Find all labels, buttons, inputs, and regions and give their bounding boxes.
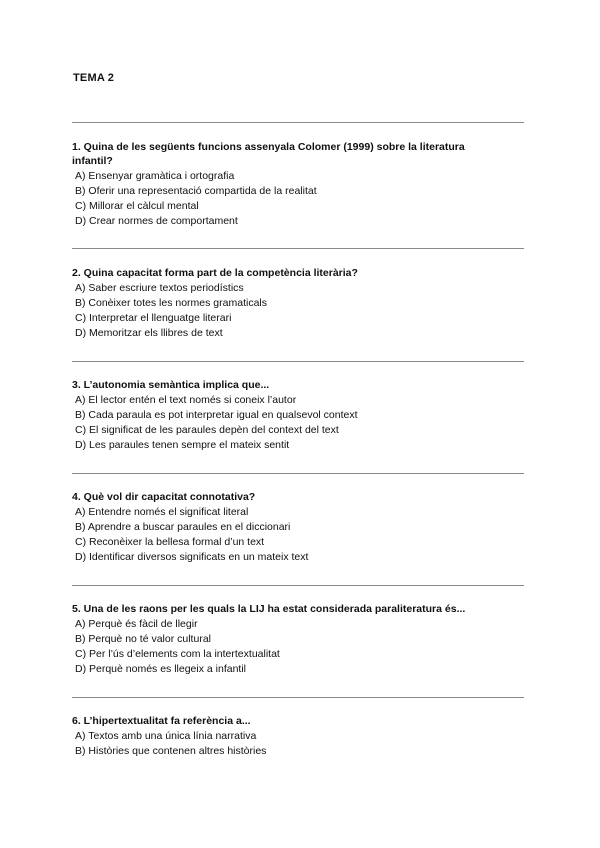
divider: [72, 122, 524, 123]
options-list: [72, 281, 524, 341]
question-text: 4. Què vol dir capacitat connotativa?: [72, 491, 256, 503]
question-5: [72, 602, 524, 677]
option-d: D) Crear normes de comportament: [75, 215, 238, 227]
option-c: C) Interpretar el llenguatge literari: [75, 312, 232, 324]
divider: [72, 697, 524, 698]
option-b: B) Conèixer totes les normes gramaticals: [75, 297, 267, 309]
question-text: 3. L’autonomia semàntica implica que...: [72, 379, 270, 391]
document-title: TEMA 2: [73, 72, 115, 84]
option-c: C) Millorar el càlcul mental: [75, 200, 199, 212]
options-list: [72, 729, 524, 759]
option-c: C) Reconèixer la bellesa formal d’un text: [75, 536, 265, 548]
option-b: B) Oferir una representació compartida de la realitat: [75, 185, 317, 197]
option-d: D) Memoritzar els llibres de text: [75, 327, 223, 339]
divider: [72, 248, 524, 249]
divider: [72, 585, 524, 586]
option-b: B) Aprendre a buscar paraules en el diccionari: [75, 521, 291, 533]
option-a: A) Textos amb una única línia narrativa: [75, 730, 257, 742]
option-a: A) Saber escriure textos periodístics: [75, 282, 244, 294]
option-a: A) Perquè és fàcil de llegir: [75, 618, 198, 630]
option-d: D) Identificar diversos significats en un mateix text: [75, 551, 309, 563]
option-d: D) Les paraules tenen sempre el mateix sentit: [75, 439, 290, 451]
option-c: C) El significat de les paraules depèn del context del text: [75, 424, 339, 436]
options-list: [72, 505, 524, 565]
option-a: A) Entendre només el significat literal: [75, 506, 249, 518]
question-text: 5. Una de les raons per les quals la LIJ ha estat considerada paraliteratura és...: [72, 603, 466, 615]
question-4: [72, 490, 524, 565]
option-b: B) Perquè no té valor cultural: [75, 633, 211, 645]
divider: [72, 473, 524, 474]
question-text: 1. Quina de les següents funcions assenyala Colomer (1999) sobre la literatura infantil?: [72, 141, 465, 167]
options-list: [72, 393, 524, 453]
question-1: [72, 140, 524, 229]
question-text: 6. L’hipertextualitat fa referència a...: [72, 715, 251, 727]
option-a: A) Ensenyar gramàtica i ortografia: [75, 170, 235, 182]
question-2: [72, 266, 524, 341]
question-6: [72, 714, 524, 759]
option-d: D) Perquè només es llegeix a infantil: [75, 663, 247, 675]
option-b: B) Cada paraula es pot interpretar igual en qualsevol context: [75, 409, 358, 421]
question-text: 2. Quina capacitat forma part de la competència literària?: [72, 267, 358, 279]
options-list: [72, 617, 524, 677]
option-c: C) Per l’ús d’elements com la intertextualitat: [75, 648, 280, 660]
option-b: B) Històries que contenen altres històries: [75, 745, 267, 757]
question-3: [72, 378, 524, 453]
divider: [72, 361, 524, 362]
option-a: A) El lector entén el text només si coneix l’autor: [75, 394, 297, 406]
options-list: [72, 169, 524, 229]
